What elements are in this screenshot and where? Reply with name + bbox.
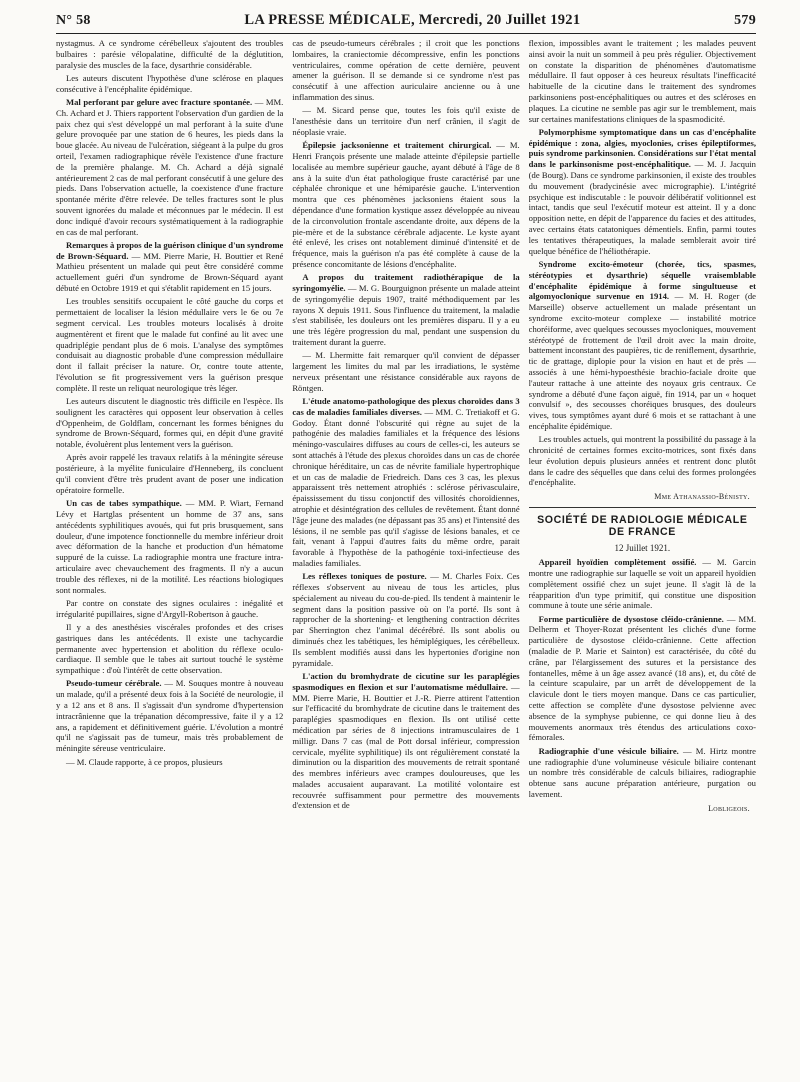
paragraph-heading: A propos du traitement radiothérapique de la syringomyélie. [292, 272, 520, 294]
paragraph-heading: Les réflexes toniques de posture. [302, 571, 427, 582]
paragraph-text: — MM. Delherm et Thoyer-Rozat présentent les clichés d'une forme particulière de dysostose cléido-crânienne. Cette affection (maladie de P. Marie et Sainton) est caractérisée, du côté du crâne, par l'élargissement des sutures et la persistance des fontanelles, même à un âge assez avancé (18 ans), et, du côté de la ceinture scapulaire, par un arrêt de développement de la clavicule dont le tiers moyen manque. Dans ce cas particulier, cette affection se complète d'une dysostose pelvienne avec absence de la symphyse pubienne, ce qui donne lieu à des mouvements anormaux très étendus des articulations coxo-fémorales. [528, 613, 756, 743]
paragraph-text: — M. J. Jacquin (de Bourg). Dans ce syndrome parkinsonien, il existe des troubles du mouvement (bradycinésie avec micrographie). L'intégrité psychique est indiscutable : le pouvoir délibératif volitionnel est intact, tandis que seul l'exécutif moteur est atteint. Il y a donc opposition nette, en dépit de l'apparence du facies et des attitudes, avec certains états catatoniques démentiels. Enfin, parmi toutes les tentatives thérapeutiques, la malade semblerait avoir tiré quelque bénéfice de l'héliothérapie. [528, 159, 756, 256]
section-divider [529, 507, 756, 508]
paragraph-heading: Polymorphisme symptomatique dans un cas d'encéphalite épidémique : zona, algies, myoclonies, crises épileptiformes, puis syndrome parkinsonien. Considérations sur l'état mental dans le parkinsonisme post-encéphalitique. [528, 126, 756, 170]
paragraph-text: — M. Garcin montre une radiographie sur laquelle se voit un appareil hyoïdien complètement ossifié chez un sujet jeune. Il s'agit là de la réapparition d'un type primitif, qui constitue une disposition commune à toute une série animale. [528, 557, 756, 611]
paragraph-text: cas de pseudo-tumeurs cérébrales ; il croit que les ponctions lombaires, la craniectomie décompressive, enfin les ponctions ventriculaires, comme opération de cette dernière, peuvent amener la guérison. Il se demande si ce syndrome n'est pas consécutif à une affection auriculaire ancienne ou à une inflammation des sinus. [292, 38, 520, 102]
paragraph-text: — M. Hirtz montre une radiographie d'une volumineuse vésicule biliaire contenant un nombre très considérable de calculs biliaires, radiographie obtenue sans aucune préparation antérieure, purgation ou lavement. [528, 745, 756, 799]
paragraph-text: — M. H. Roger (de Marseille) observe actuellement un malade présentant un syndrome excito-moteur complexe — instabilité motrice choréiforme, avec quelques secousses myocloniques, mouvement stéréotypé de frottement de l'œil droit avec la main droite, battement inconstant des paupières, tic de reniflement, dysarthrie, tic de grattage, diplopie pour la vision en haut et de près — associés à une hémi-hypoesthésie brachio-faciale droite que l'auteur rattache à une atteinte des noyaux gris centraux. Ce syndrome a débuté d'une façon aiguë, fin 1914, par un « hoquet convulsif », des secousses choréiques brusques, des douleurs vives, tous symptômes ayant duré 6 mois et se rattachant à une encéphalite épidémique. [528, 291, 756, 431]
paragraph [56, 296, 283, 393]
paragraph-heading: Pseudo-tumeur cérébrale. [66, 678, 162, 689]
paragraph-text: — M. Charles Foix. Ces réflexes s'observent au niveau de tous les articles, plus spécialement au niveau du cou-de-pied. Ils tendent à maintenir le segment dans la position passive où on l'a porté. Ils sont à rapprocher de la shortening- et lengthening contraction décrites par Sherrington chez l'animal décérébré. Ils sont abolis ou diminués chez les tabétiques, les hémiplégiques, les cérébelleux. Ils semblent modifiés aussi dans les hypertonies d'origine non pyramidale. [292, 571, 520, 668]
page-header [56, 12, 756, 34]
paragraph-text: — MM. Ch. Achard et J. Thiers rapportent l'observation d'un gardien de la paix chez qui s'est développé un mal perforant à la suite d'une gelure provoquée par une station de 6 heures, les pieds dans la boue glacée. Au niveau de l'ulcération, siégeant à la pulpe du gros orteil, l'examen radiographique révèle l'existence d'une fracture de la première phalange. M. Ch. Achard a déjà signalé antérieurement 2 cas de mal perforant consécutif à une gelure des pieds. Dans l'observation actuelle, la coexistence d'une fracture spontanée mérite d'être relevée. De telles fractures sont le plus souvent ignorées du malade et méconnues par le médecin. Il est donc indiqué d'avoir recours systématiquement à la radiographie en cas de mal perforant. [56, 96, 284, 237]
columns [56, 38, 756, 819]
paragraph [56, 452, 283, 495]
paragraph [56, 622, 283, 676]
paragraph-heading: Forme particulière de dysostose cléido-crânienne. [538, 613, 724, 624]
paragraph-text: nystagmus. A ce syndrome cérébelleux s'ajoutent des troubles bulbaires : parésie vélopalatine, difficulté de la déglutition, paralysie des muscles de la face, dysarthrie considérable. [56, 38, 284, 70]
journal-title: LA PRESSE MÉDICALE, Mercredi, 20 Juillet 1921 [244, 12, 581, 28]
column-1 [56, 38, 283, 819]
paragraph-heading: Épilepsie jacksonienne et traitement chirurgical. [302, 140, 492, 151]
paragraph [529, 38, 756, 124]
paragraph [56, 240, 283, 294]
paragraph [292, 671, 519, 811]
paragraph [292, 272, 519, 348]
paragraph-heading: L'étude anatomo-pathologique des plexus choroïdes dans 3 cas de maladies familiales diverses. [292, 396, 520, 417]
signature: Lobligeois. [708, 803, 750, 813]
column-2 [292, 38, 519, 819]
paragraph-text: — MM. C. Tretiakoff et G. Godoy. Étant donné l'obscurité qui règne au sujet de la pathogénie des maladies familiales et la fréquence des lésions méningo-vasculaires diffuses au cours de celles-ci, les auteurs se sont attachés à l'étude des plexus choroïdes dans un cas de chorée chronique héréditaire, un cas de névrite familiale hypertrophique et un cas de maladie de Friedreich. Dans ces 3 cas, les plexus apparaissent très nettement atrophiés : sclérose périvasculaire, épaississement du tissu conjonctif des villosités choroïdiennes, atrophie et désintégration des cellules de revêtement. Étant donné l'âge jeune des malades (ne dépassant pas 35 ans) et l'intensité des lésions, il ne semble pas qu'il s'agisse de lésions banales, et ce fait, venant à l'appui d'autres faits du même ordre, parait favorable à l'hypothèse de la pathogénie toxi-infectieuse des maladies familiales. [292, 406, 520, 568]
paragraph [56, 678, 283, 754]
issue-number: N° 58 [56, 13, 91, 28]
paragraph [292, 38, 519, 103]
paragraph [292, 396, 519, 569]
paragraph [56, 757, 283, 768]
session-date: 12 Juillet 1921. [614, 543, 671, 554]
paragraph [529, 127, 756, 257]
paragraph [292, 140, 519, 270]
paragraph [529, 259, 756, 432]
paragraph [292, 105, 519, 137]
page-number: 579 [734, 13, 756, 28]
column-3 [529, 38, 756, 819]
paragraph-text: — MM. P. Wiart, Fernand Lévy et Hartglas présentent un homme de 37 ans, sans antécédents syphilitiques avoués, qui fut pris brusquement, sans douleur, d'une impotence fonctionnelle du membre inférieur droit avec déformation de la hanche et production d'un hématome suppuré de la cuisse. La radiographie montra une fracture intra-articulaire avec chevauchement des fragments. Il n'y a aucun trouble des réflexes, ni de la motilité. Les réactions biologiques sont normales. [56, 498, 284, 595]
paragraph-text: — M. G. Bourguignon présente un malade atteint de syringomyélie depuis 1907, traité méthodiquement par les rayons X depuis 1911. Sous l'influence du traitement, la maladie s'est stabilisée, les douleurs ont les premières disparu. Il y a eu une très légère progression du mal, pendant une suspension du traitement durant la guerre. [292, 283, 520, 348]
paragraph-text: — M. Henri François présente une malade atteinte d'épilepsie partielle localisée au membre supérieur gauche, ayant débuté à l'âge de 8 ans à la suite d'un état pathologique fruste caractérisé par une céphalée chronique et une hémiparésie gauche. L'intervention montra que ces phénomènes jacksoniens étaient sous la dépendance d'une formation kystique assez développée au niveau de la circonvolution frontale ascendante droite, aux dépens de la pie-mère et de la substance cérébrale adjacente. Le kyste ayant été enlevé, les crises ont notablement diminué d'intensité et de fréquence, mais la guérison n'a pas été complète à cause de la présence concomitante de lésions d'encéphalite. [292, 140, 520, 269]
paragraph-heading: Un cas de tabes sympathique. [66, 498, 182, 509]
paragraph [56, 396, 283, 450]
paragraph [292, 571, 519, 668]
paragraph-text: Les auteurs discutent l'hypothèse d'une sclérose en plaques consécutive à l'encéphalite épidémique. [56, 72, 284, 94]
paragraph [292, 350, 519, 393]
paragraph [56, 598, 283, 620]
paragraph [529, 434, 756, 488]
paragraph [56, 38, 283, 70]
paragraph-text: — M. Sicard pense que, toutes les fois qu'il existe de l'anesthésie dans un territoire d'un nerf crânien, il s'agit de néoplasie vraie. [292, 105, 520, 137]
paragraph [529, 557, 756, 611]
paragraph-text: Il y a des anesthésies viscérales profondes et des crises gastriques dans les antécédents. Il existe une tachycardie permanente avec hypertension et abolition du réflexe oculo-cardiaque. Il semble que le tabes ait surtout touché le système sympathique : d'où l'intérêt de cette observation. [56, 621, 284, 676]
society-title: SOCIÉTÉ DE RADIOLOGIE MÉDICALE DE FRANCE [537, 514, 748, 539]
paragraph [529, 614, 756, 744]
paragraph-text: Les auteurs discutent le diagnostic très difficile en l'espèce. Ils soulignent les caractères qui opposent leur observation à celles d'Oppenheim, de Goldflam, concernant les formes bénignes du syndrome de Brown-Séquard, formes qui, en dépit d'une gravité notable, évoluèrent plus lentement vers la guérison. [56, 396, 284, 450]
paragraph-heading: Appareil hyoïdien complètement ossifié. [538, 557, 697, 568]
paragraph [56, 97, 283, 237]
paragraph-text: — M. Claude rapporte, à ce propos, plusieurs [66, 756, 223, 767]
paragraph-heading: Mal perforant par gelure avec fracture spontanée. [66, 96, 253, 107]
paragraph-text: — MM. Pierre Marie, H. Bouttier et René Mathieu présentent un malade qui peut être considéré comme actuellement guéri d'un syndrome de Brown-Séquard ayant débuté en Octobre 1919 et qui s'établit rapidement en 15 jours. [56, 250, 284, 294]
paragraph-heading: Remarques à propos de la guérison clinique d'un syndrome de Brown-Séquard. [56, 239, 284, 261]
paragraph-heading: Radiographie d'une vésicule biliaire. [538, 745, 679, 756]
paragraph [56, 73, 283, 95]
paragraph-text: Par contre on constate des signes oculaires : inégalité et irrégularité pupillaires, signe d'Argyll-Robertson à gauche. [56, 597, 284, 619]
paragraph-text: — MM. Pierre Marie, H. Bouttier et J.-R. Pierre attirent l'attention sur l'efficacité du bromhydrate de cicutine dans le traitement des paraplégies spasmodiques en flexion. Ils ont utilisé cette médication par séries de 8 injections intramusculaires de 1 milligr. Dans 7 cas (mal de Pott dorsal inférieur, compression cervicale, myélite syphilitique) ils ont régulièrement constaté la diminution ou la disparition des mouvements de retrait spontané des membres inférieurs avec crampes douloureuses, que les malades accusaient auparavant. La motilité volontaire est recouvrée suffisamment pour permettre des mouvements d'extension et de [292, 681, 520, 811]
paragraph-text: — M. Lhermitte fait remarquer qu'il convient de dépasser largement les limites du mal par les irradiations, le système nerveux présentant une résistance considérable aux rayons de Röntgen. [292, 350, 520, 393]
paragraph-text: Les troubles actuels, qui montrent la possibilité du passage à la chronicité de certaines formes excito-motrices, sont fixés dans leur évolution depuis plusieurs années et rentrent donc plutôt dans le cadre des séquelles que dans celui des formes prolongées d'encéphalite. [528, 434, 756, 488]
paragraph-text: Après avoir rappelé les travaux relatifs à la méningite séreuse postérieure, à la myélite funiculaire d'Henneberg, ils concluent qu'il convient d'être très prudent avant de poser une indication opératoire formelle. [56, 452, 284, 495]
paragraph-text: — M. Souques montre à nouveau un malade, qu'il a présenté deux fois à la Société de neurologie, il y a 12 ans et 8 ans. Il s'agissait d'un syndrome d'hypertension intracrânienne que la trépanation décompressive, faite il y a 12 ans, a rapidement et définitivement guérie. L'évolution a montré qu'il ne s'agissait pas de tumeur, mais très probablement de méningite séreuse ventriculaire. [56, 678, 284, 754]
paragraph-heading: Syndrome excito-émoteur (chorée, tics, spasmes, stéréotypies et dysarthrie) séquelle vraisemblable d'encéphalite épidémique à forme singultueuse et algomyoclonique survenue en 1914. [528, 258, 756, 302]
signature: Mme Athanassio-Bénisty. [654, 492, 750, 502]
paragraph [529, 746, 756, 800]
paragraph-text: flexion, impossibles avant le traitement ; les malades peuvent ainsi avoir la nuit un sommeil à peu près régulier. Objectivement on constate la disparition de phénomènes d'automatisme médullaire. Il faut opposer à ces heureux résultats l'inefficacité habituelle de la cicutine dans le traitement des syndromes parkinsoniens post-encéphalitiques ou autres et des scléroses en plaques. La cicutine ne semble pas agir sur le tremblement, mais sur certaines manifestations cliniques de la spasmodicité. [528, 38, 756, 124]
paragraph [56, 498, 283, 595]
paragraph-heading: L'action du bromhydrate de cicutine sur les paraplégies spasmodiques en flexion et sur l'automatisme médullaire. [292, 670, 520, 692]
paragraph-text: Les troubles sensitifs occupaient le côté gauche du corps et permettaient de localiser la lésion médullaire vers le 6e ou 7e segment cervical. Les troubles moteurs localisés à droite augmentèrent et firent que le malade fut confiné au lit avec une quadriplégie pendant plus de 6 mois. L'analyse des symptômes conduisait au diagnostic probable d'une compression médullaire dont il fallait préciser la nature. Or, contre toute attente, l'évolution se fit progressivement vers la guérison presque complète. Il reste un reliquat neurologique très léger. [56, 296, 284, 393]
